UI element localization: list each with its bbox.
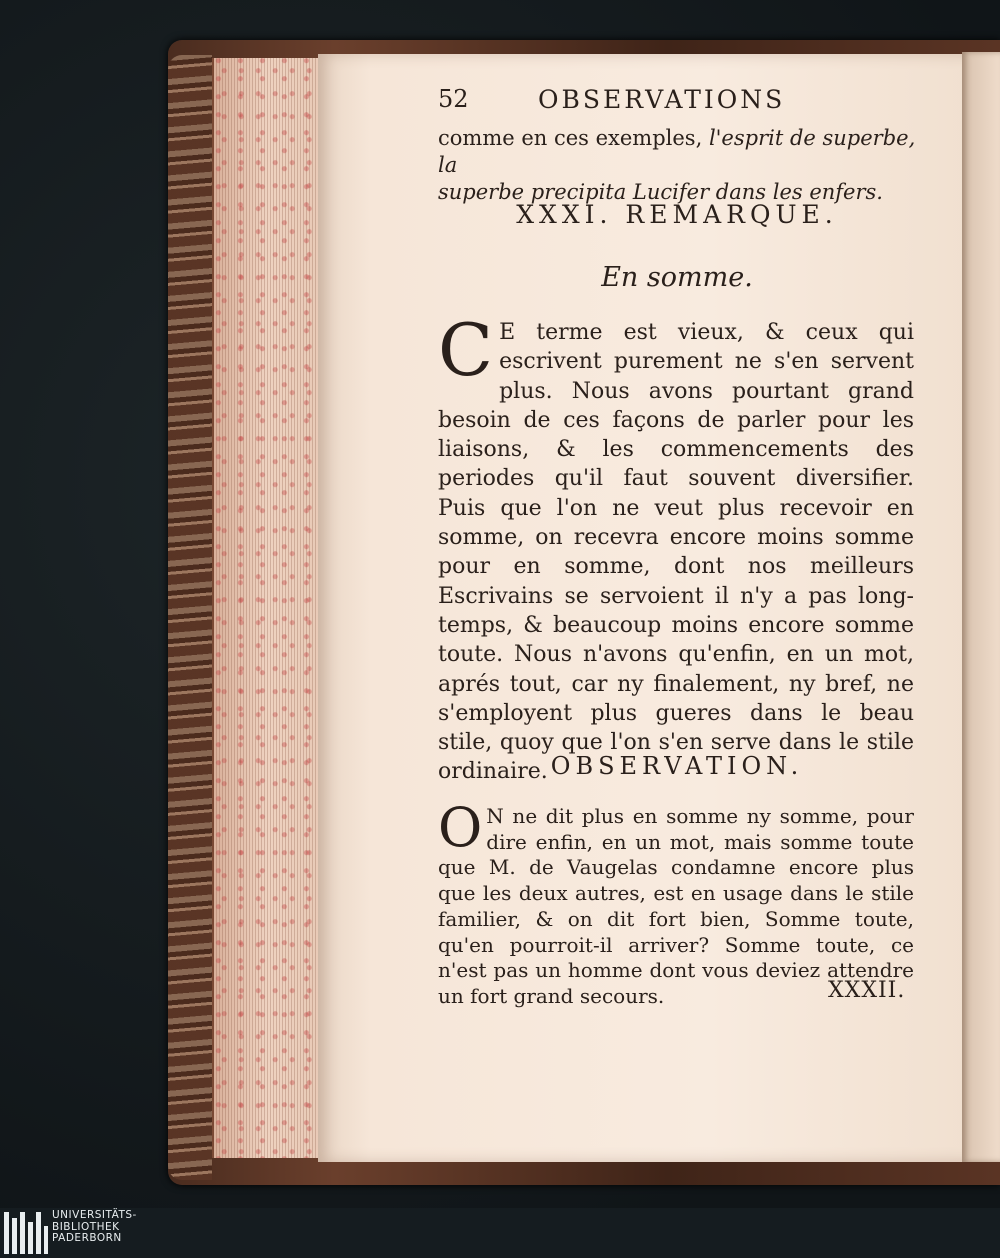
library-logo-icon: [4, 1212, 48, 1254]
catchword: XXXII.: [828, 978, 906, 1003]
intro-italic-1: l'esprit de superbe, la: [438, 126, 916, 177]
remarque-subtitle: En somme.: [601, 262, 753, 293]
drop-cap-o: O: [438, 796, 483, 859]
remarque-body-text: E terme est vieux, & ceux qui escrivent purement ne s'en servent plus. Nous avons pourtant grand besoin de ces façons de parler pour les liaisons, & les commencements des periodes qu'il faut souvent diversifier. Puis que l'on ne veut plus recevoir en somme, on recevra encore moins somme pour en somme, dont nos meilleurs Escrivains se servoient il n'y a pas long-temps, & beaucoup moins encore somme toute. Nous n'avons qu'enfin, en un mot, aprés tout, car ny finalement, ny bref, ne s'employent plus gueres dans le beau stile, quoy que l'on s'en serve dans le stile ordinaire.: [438, 320, 914, 785]
book-spine: [168, 55, 212, 1180]
logo-line-3: PADERBORN: [52, 1232, 122, 1244]
page-header: [438, 85, 916, 117]
intro-normal: comme en ces exemples,: [438, 126, 709, 150]
page-number: 52: [438, 85, 469, 113]
right-page-edge: [962, 52, 1000, 1162]
logo-line-1: UNIVERSITÄTS-: [52, 1209, 137, 1221]
observation-body-text: N ne dit plus en somme ny somme, pour dire enfin, en un mot, mais somme toute que M. de Vaugelas condamne encore plus que les deux autres, est en usage dans le stile familier, & on dit fort bien, Somme toute, qu'en pourroit-il arriver? Somme toute, ce n'est pas un homme dont vous deviez attendre un fort grand secours.: [438, 804, 914, 1008]
library-logo-text: [52, 1210, 137, 1245]
remarque-title: XXXI. REMARQUE.: [516, 200, 838, 229]
intro-italic-2: superbe precipita Lucifer dans les enfers.: [438, 180, 883, 204]
observation-title: OBSERVATION.: [550, 752, 804, 780]
running-head: OBSERVATIONS: [538, 85, 786, 114]
drop-cap-c: C: [438, 308, 494, 392]
library-footer: [0, 1208, 1000, 1258]
page-edges: [212, 58, 332, 1158]
remarque-body: [438, 308, 914, 787]
logo-line-2: BIBLIOTHEK: [52, 1220, 120, 1233]
intro-paragraph: [438, 125, 916, 206]
